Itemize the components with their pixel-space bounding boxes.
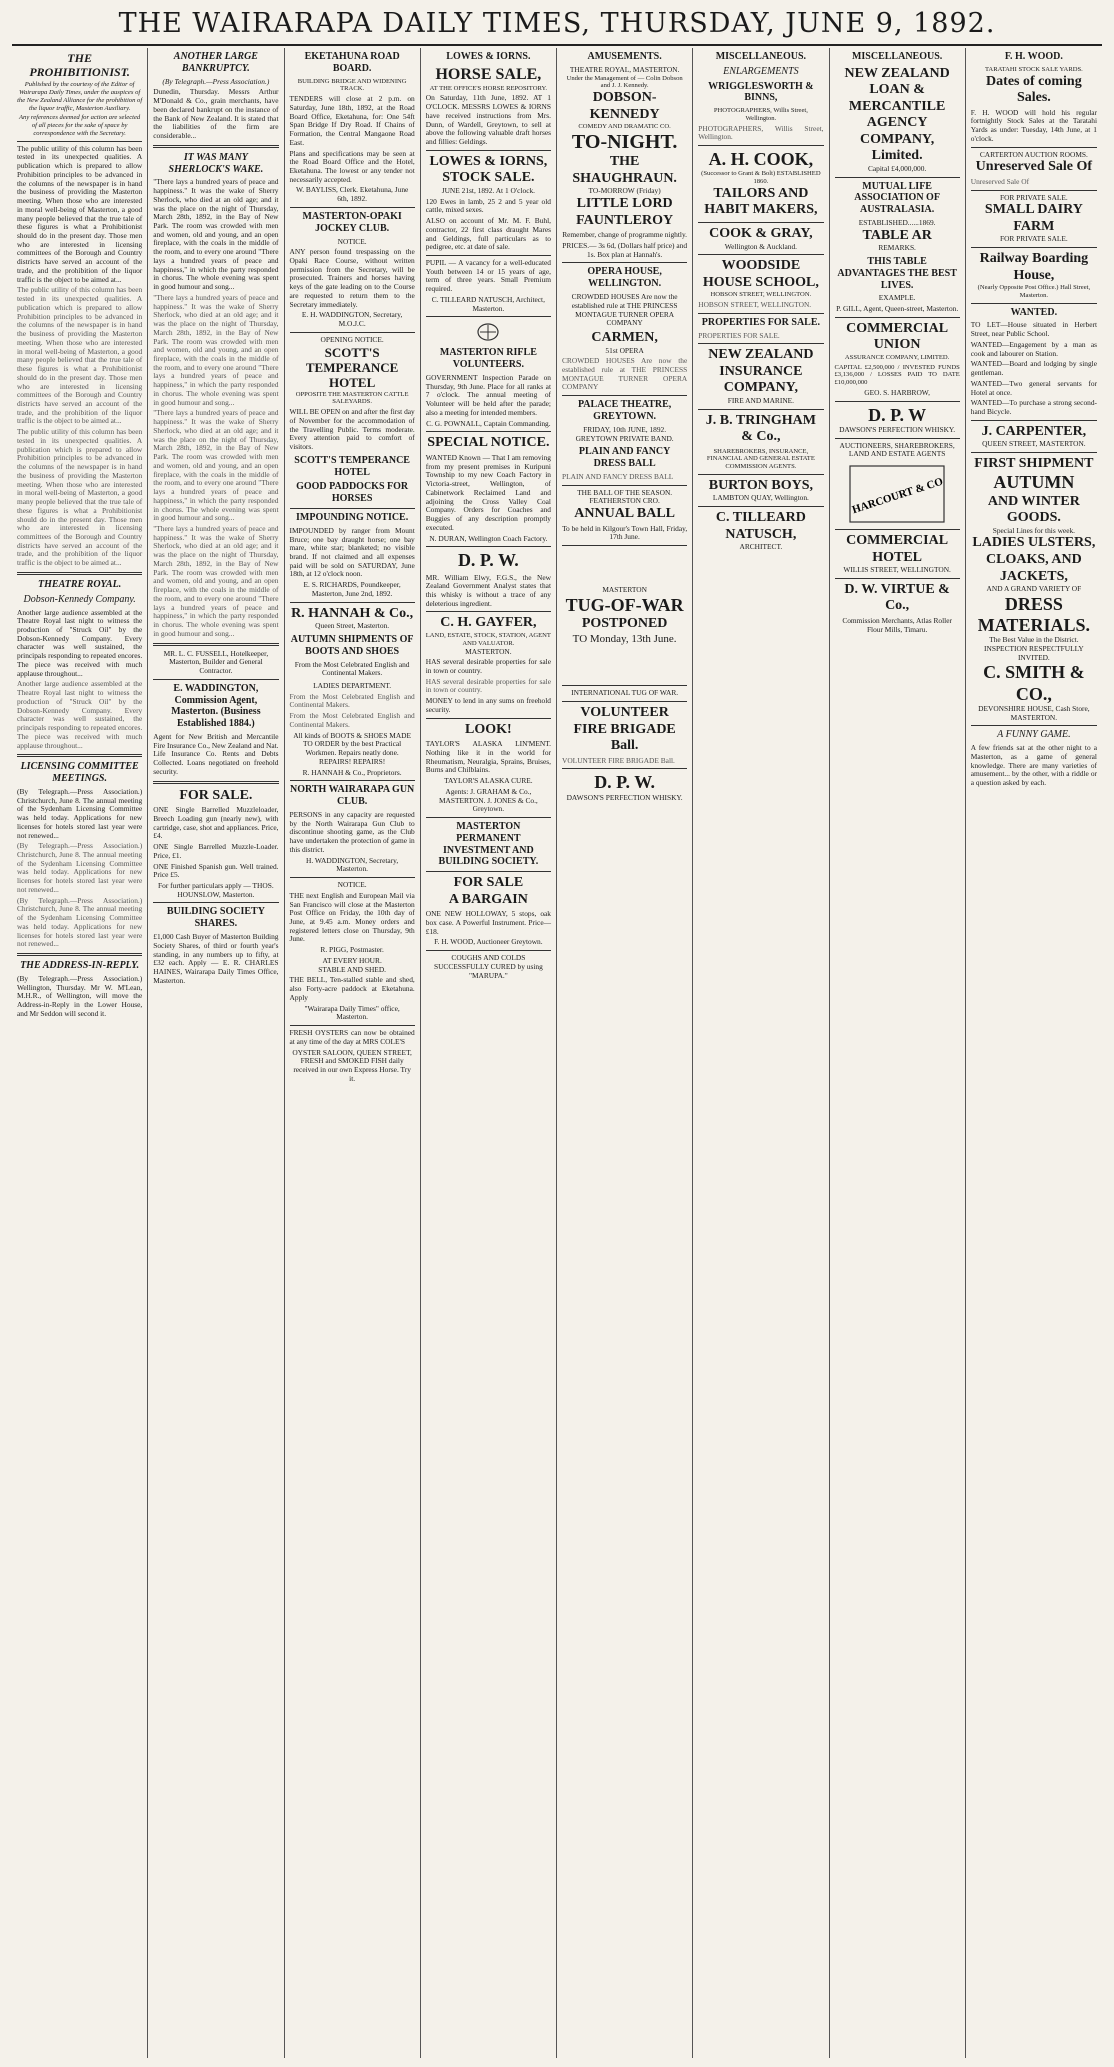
- theatre-review-body: Another large audience assembled at the Theatre Royal last night to witness the production of "Struck Oil" by the Dobson-Kennedy Company. Every character was well sustained, the principals responding to repeated encores. The piece was received with much applause throughout...: [17, 607, 143, 678]
- stable-heading: STABLE AND SHED.: [318, 964, 387, 974]
- show-1: THE SHAUGHRAUN.: [572, 154, 677, 186]
- wanted-item-2: WANTED—Engagement by a man as cook and labourer on Station.: [970, 339, 1097, 358]
- dates-coming-sales: Dates of coming Sales.: [986, 73, 1082, 106]
- nz-loan-title: NEW ZEALAND LOAN & MERCANTILE AGENCY COMPANY, Limited.: [844, 65, 950, 164]
- for-private-sale: FOR PRIVATE SALE.: [999, 192, 1068, 202]
- sherlock-heading: IT WAS MANY SHERLOCK'S WAKE.: [168, 151, 264, 175]
- sale-item-2: ONE Single Barrelled Muzzle-Loader. Price, £1.: [153, 842, 279, 860]
- divider: [971, 725, 1097, 726]
- masterton-label: MASTERTON: [602, 585, 647, 595]
- enlargements: ENLARGEMENTS: [723, 65, 799, 77]
- advantages: THIS TABLE ADVANTAGES THE BEST LIVES.: [837, 256, 957, 291]
- dairy-farm: SMALL DAIRY FARM: [984, 202, 1083, 234]
- special-notice-body: WANTED Known — That I am removing from my present premises in Kuripuni Township to my new Coach Factory in Victoria-street, Wellington, of Cabinetwork Reclaimed Land and adjoining the Cross Valley Coal Company. Orders for Coaches and Buggies of any description promptly executed.: [425, 452, 551, 532]
- for-sale-heading: FOR SALE.: [179, 787, 253, 803]
- theatre-review-cont: Another large audience assembled at the Theatre Royal last night to witness the production of "Struck Oil" by the Dobson-Kennedy Company. Every character was well sustained, the principals responding to repeated encores. The piece was received with much applause throughout...: [17, 679, 143, 750]
- divider: [971, 303, 1097, 304]
- opera-details: CROWDED HOUSES Are now the established rule at THE PRINCESS MONTAGUE TURNER OPERA COMPANY: [562, 356, 688, 392]
- scotts-body: WILL BE OPEN on and after the first day of November for the accommodation of the Travelling Public. Terms moderate. Every attention paid to comfort of visitors.: [289, 407, 415, 452]
- bankruptcy-body: Dunedin, Thursday. Messrs Arthur M'Donald & Co., grain merchants, have been declared bankrupt on the instance of the Bank of New Zealand. It is stated that the liabilities of the firm are considerable...: [153, 87, 279, 140]
- dairy-sub: FOR PRIVATE SALE.: [999, 234, 1068, 244]
- gayfer-body-cont: HAS several desirable properties for sale in town or country.: [425, 676, 551, 695]
- plain-fancy-dress-ball: PLAIN AND FANCY DRESS BALL: [578, 446, 671, 470]
- postponed-label: POSTPONED: [581, 615, 668, 631]
- dw-virtue-title: D. W. VIRTUE & Co.,: [844, 581, 950, 614]
- opera-house-sub: CROWDED HOUSES Are now the established rule at THE PRINCESS MONTAGUE TURNER OPERA COMPANY: [571, 292, 678, 328]
- carterton-rooms: CARTERTON AUCTION ROOMS.: [979, 149, 1088, 159]
- burton-title: BURTON BOYS,: [708, 477, 814, 493]
- divider: [835, 177, 960, 178]
- commercial-union-caps: CAPITAL £2,500,000 / INVESTED FUNDS £3,136,000 / LOSSES PAID TO DATE £10,000,000: [834, 363, 960, 387]
- divider: [698, 506, 823, 507]
- good-paddocks: GOOD PADDOCKS FOR HORSES: [296, 481, 409, 505]
- taylor-cure: TAYLOR'S ALASKA CURE.: [444, 776, 533, 786]
- sherlock-body-cont: "There lays a hundred years of peace and happiness." It was the wake of Sherry Sherlock, who died at an old age; and it was the place on the night of Thursday, March 28th, 1892, in the Bay of New Park. The room was crowded with men and women, old and young, and an open fireplace, with the coals in the middle of the room, and to every one around "There lays a hundred years of peace and happiness," in which the party responded in chorus. The whole evening was spent in good humour and song...: [153, 292, 279, 407]
- hannah-title: R. HANNAH & Co.,: [291, 605, 414, 621]
- gayfer-body: HAS several desirable properties for sale in town or country.: [425, 657, 551, 675]
- jockey-notice-sign: E. H. WADDINGTON, Secretary, M.O.J.C.: [301, 310, 403, 329]
- column-3: [285, 48, 421, 2058]
- column-1: [12, 48, 148, 2058]
- column-4: [421, 48, 557, 2058]
- building-society-title: MASTERTON PERMANENT INVESTMENT AND BUILDING SOCIETY.: [438, 821, 539, 868]
- gun-club-heading: NORTH WAIRARAPA GUN CLUB.: [289, 784, 415, 808]
- wrigglesworth-sub: PHOTOGRAPHERS, Willis Street, Wellington.: [713, 107, 808, 122]
- impounding-heading: IMPOUNDING NOTICE.: [296, 511, 409, 523]
- divider: [562, 262, 687, 263]
- properties-heading: PROPERTIES FOR SALE.: [701, 316, 821, 328]
- daily-times-office: "Wairarapa Daily Times" office, Masterton.: [304, 1003, 400, 1022]
- special-notice-title: SPECIAL NOTICE.: [427, 435, 550, 451]
- mutual-life-est: ESTABLISHED......1869.: [858, 218, 936, 228]
- stock-sale-body: ALSO on account of Mr. M. F. Buhl, contractor, 22 first class draught Mares and Geldings, full particulars as to pedigree, etc. at date of sale.: [425, 216, 551, 252]
- mail-notice: NOTICE.: [337, 880, 367, 890]
- pupil-sign: C. TILLEARD NATUSCH, Architect, Masterton.: [431, 294, 545, 313]
- cook-gray-title: COOK & GRAY,: [709, 225, 813, 241]
- sherlock-body-cont2: "There lays a hundred years of peace and happiness." It was the wake of Sherry Sherlock, who died at an old age; and it was the place on the night of Thursday, March 28th, 1892, in the Bay of New Park. The room was crowded with men and women, old and young, and an open fireplace, with the coals in the middle of the room, and to every one around "There lays a hundred years of peace and happiness," in which the party responded in chorus. The whole evening was spent in good humour and song...: [153, 408, 279, 523]
- stock-sale-title: LOWES & IORNS, STOCK SALE.: [429, 153, 548, 186]
- cook-title: A. H. COOK,: [708, 149, 814, 170]
- licensing-body-cont2: (By Telegraph.—Press Association.) Christchurch, June 8. The annual meeting of the Sydenham Licensing Committee was held today. Applications for new licenses for hotels stored last year were not renewed...: [17, 895, 143, 949]
- divider: [698, 343, 823, 344]
- tug-date: TO Monday, 13th June.: [572, 632, 677, 645]
- gayfer-title: C. H. GAYFER,: [440, 615, 537, 631]
- divider: [426, 950, 551, 951]
- impounding-sign: E. S. RICHARDS, Poundkeeper, Masterton, June 2nd, 1892.: [303, 580, 401, 598]
- tonight-title: TO-NIGHT.: [571, 130, 678, 153]
- divider: [426, 255, 551, 256]
- divider: [290, 780, 415, 781]
- licensing-body: (By Telegraph.—Press Association.) Christchurch, June 8. The annual meeting of the Sydenham Licensing Committee was held today. Applications for new licenses for hotels stored last year were not renewed...: [17, 786, 143, 840]
- divider: [17, 754, 142, 757]
- bankruptcy-subhead: (By Telegraph.—Press Association.): [162, 76, 270, 86]
- divider: [426, 871, 551, 872]
- tug-of-war-title: TUG-OF-WAR: [565, 594, 684, 615]
- misc-heading-2: MISCELLANEOUS.: [851, 51, 943, 62]
- carpenter-title: J. CARPENTER,: [981, 423, 1087, 439]
- events-line: AT EVERY HOUR.: [322, 955, 382, 965]
- smith-title: C. SMITH & CO.,: [983, 662, 1085, 704]
- divider: [835, 438, 960, 439]
- divider: [153, 781, 278, 784]
- harbrow: GEO. S. HARBROW,: [864, 387, 930, 397]
- divider: [971, 190, 1097, 191]
- divider: [698, 145, 823, 146]
- unreserved-sale: Unreserved Sale Of: [975, 159, 1093, 175]
- harcourt-stamp-text: HARCOURT & CO: [850, 475, 945, 517]
- lowes-heading: LOWES & IORNS.: [446, 51, 531, 62]
- pupil-ad: PUPIL — A vacancy for a well-educated Youth between 14 or 15 years of age, term of three years. Small Premium required.: [425, 258, 551, 294]
- eketahuna-plans: Plans and specifications may be seen at the Road Board Office and the Hotel, Eketahuna. The lowest or any tender not necessarily accepted.: [289, 148, 415, 184]
- rifle-volunteers-heading: MASTERTON RIFLE VOLUNTEERS.: [439, 347, 537, 371]
- funny-game-body: A few friends sat at the other night to a Masterton, as a game of general knowledge. There are many varieties of amusement... by the other, with a riddle or a question asked by each.: [970, 743, 1097, 788]
- carmen-title: CARMEN,: [591, 329, 658, 345]
- nz-insurance-title: NEW ZEALAND INSURANCE COMPANY,: [708, 347, 814, 396]
- wrigglesworth-body: PHOTOGRAPHERS, Willis Street, Wellington.: [698, 123, 824, 142]
- rifle-sign: C. G. POWNALL, Captain Commanding.: [426, 418, 551, 428]
- divider: [290, 207, 415, 208]
- look-title: LOOK!: [465, 721, 512, 737]
- unreserved-details: Unreserved Sale Of: [970, 176, 1030, 186]
- company-sub: COMEDY AND DRAMATIC CO.: [578, 123, 671, 131]
- wanted-item-5: WANTED—To purchase a strong second-hand Bicycle.: [970, 398, 1097, 416]
- wood-body: F. H. WOOD will hold his regular fortnightly Stock Sales at the Taratahi Yards as under: Tuesday, 14th June, at 1 o'clock.: [970, 107, 1097, 143]
- impounding-body: IMPOUNDED by ranger from Mount Bruce; one bay draught horse; one bay mare, white star; blanketed; no visible brand. If not claimed and all expenses paid will be sold on SATURDAY, June 18th, at 12 o'clock noon.: [289, 525, 415, 579]
- funny-game-heading: A FUNNY GAME.: [997, 729, 1071, 741]
- divider: [562, 395, 687, 396]
- commercial-hotel-title: COMMERCIAL HOTEL: [846, 533, 949, 565]
- divider: [426, 546, 551, 547]
- hannah-sub: Queen Street, Masterton.: [315, 621, 390, 631]
- column-6: [693, 48, 829, 2058]
- annual-ball-title: ANNUAL BALL: [574, 506, 675, 522]
- prohibitionist-note: Any references deemed for action are selected of all pieces for the sake of space by correspondence with the Secretary.: [19, 114, 141, 137]
- licensing-heading: LICENSING COMMITTEE MEETINGS.: [20, 761, 139, 785]
- prohibitionist-body: The public utility of this column has been tested in its unexpected qualities. A publication which is prepared to allow Prohibition principles to be advanced in the columns of the newspaper is in hand the business of providing the Masterton meeting. When those who are interested in moral well-being of Masterton, a good many people believed that the true tale of these figures is what a Prohibitionist should do in the present day. Those men who are interested in licensing committees of the Borough and Country districts have served an account of the trade, and the prohibition of the liquor traffic is the object to be aimed at...: [17, 143, 143, 284]
- department-listing: From the Most Celebrated English and Continental Makers.: [289, 691, 415, 710]
- prohibitionist-intro: Published by the courtesy of the Editor of Wairarapa Daily Times, under the auspices of the New Zealand Alliance for the prohibition of the liquor traffic, Masterton Auxiliary.: [17, 81, 143, 112]
- divider: [290, 602, 415, 603]
- divider: [835, 578, 960, 579]
- theatre-management: Under the Management of — Colin Dobson and J. J. Kennedy.: [566, 74, 683, 90]
- sale-item-1: ONE Single Barrelled Muzzleloader, Breech Loading gun (nearly new), with cartridge, case, shot and appliances. Price, £4.: [153, 805, 279, 841]
- opening-notice: OPENING NOTICE.: [320, 334, 384, 344]
- harcourt-stamp-icon: [847, 463, 947, 525]
- divider: [698, 254, 823, 255]
- newspaper-columns: [12, 48, 1102, 2058]
- stock-sale-date: JUNE 21st, 1892. At 1 O'clock.: [441, 185, 536, 195]
- dpw-title: D. P. W.: [457, 550, 519, 571]
- woodside-body: HOBSON STREET, WELLINGTON.: [698, 300, 812, 310]
- divider: [698, 313, 823, 314]
- dw-virtue-sub: Commission Merchants, Atlas Roller Flour Mills, Timaru.: [842, 615, 952, 634]
- wanted-heading: WANTED.: [1010, 306, 1058, 318]
- jockey-club-heading: MASTERTON-OPAKI JOCKEY CLUB.: [302, 210, 402, 234]
- column-7: [830, 48, 966, 2058]
- address-heading: THE ADDRESS-IN-REPLY.: [20, 960, 140, 972]
- for-sale-title: FOR SALE: [453, 875, 524, 891]
- dpw-sub-3: DAWSON'S PERFECTION WHISKY.: [839, 424, 956, 434]
- prohibitionist-heading: THE PROHIBITIONIST.: [29, 51, 130, 80]
- department-listing-2: From the Most Celebrated English and Continental Makers.: [289, 711, 415, 729]
- divider: [290, 877, 415, 878]
- prices: PRICES.— 3s 6d, (Dollars half price) and 1s. Box plan at Hannah's.: [562, 240, 688, 259]
- commercial-hotel-sub: WILLIS STREET, WELLINGTON.: [843, 565, 951, 575]
- column-5: [557, 48, 693, 2058]
- table-ar: TABLE AR: [862, 227, 932, 243]
- masthead-rule: [12, 44, 1102, 46]
- scotts-title-2: SCOTT'S TEMPERANCE HOTEL: [294, 454, 410, 478]
- divider: [835, 529, 960, 530]
- divider: [971, 420, 1097, 421]
- sale-item-3: ONE Finished Spanish gun. Well trained. Price £5.: [153, 861, 279, 880]
- horse-sale-body: On Saturday, 11th June, 1892. AT 1 O'CLOCK. MESSRS LOWES & IORNS have received instructions from Mrs. Dunn, of Wardell, Greytown, to sell at above the following valuable draft horses and fillies: Geldings.: [425, 93, 551, 147]
- waddington-body: Agent for New British and Mercantile Fire Insurance Co., New Zealand and Nat. Life Insurance Co. Rents and Debts Collected. Loans negotiated on freehold security.: [153, 731, 279, 776]
- bell-body: THE BELL, Ten-stalled stable and shed, also Forty-acre paddock at Eketahuna. Apply: [289, 975, 415, 1002]
- tailors-title: TAILORS AND HABIT MAKERS,: [704, 185, 818, 218]
- amusements-heading: AMUSEMENTS.: [587, 51, 662, 62]
- divider: [153, 145, 278, 148]
- fussell-ad: MR. L. C. FUSSELL, Hotelkeeper, Masterton, Builder and General Contractor.: [163, 648, 269, 675]
- wanted-item-1: TO LET—House situated in Herbert Street, near Public School.: [970, 320, 1097, 339]
- fifty-first-opera: 51st OPERA: [605, 345, 644, 355]
- divider: [698, 222, 823, 223]
- building-society-heading: BUILDING SOCIETY SHARES.: [166, 906, 265, 930]
- crest-icon: [470, 320, 506, 344]
- wanted-item-3: WANTED—Board and lodging by single gentleman.: [970, 359, 1097, 378]
- waddington-ad: E. WADDINGTON, Commission Agent, Masterton. (Business Established 1884.): [171, 682, 261, 730]
- divider: [17, 953, 142, 956]
- dpw-sub: DAWSON'S PERFECTION WHISKY.: [566, 792, 683, 802]
- divider: [562, 685, 687, 686]
- bargain-body: ONE NEW HOLLOWAY, 5 stops, oak box case. A Powerful Instrument. Price—£18.: [425, 909, 551, 936]
- palace-theatre-title: PALACE THEATRE, GREYTOWN.: [577, 399, 672, 422]
- commercial-union-sub: ASSURANCE COMPANY, LIMITED.: [844, 353, 950, 361]
- hannah-sign: R. HANNAH & Co., Proprietors.: [302, 767, 402, 777]
- natusch-title: C. TILLEARD NATUSCH,: [715, 510, 806, 542]
- mail-notice-body: THE next English and European Mail via San Francisco will close at the Masterton Post Office on Friday, the 10th day of June, at 9.45 a.m. Money orders and registered letters close on Thursday, 9th June.: [289, 890, 415, 944]
- show-2: LITTLE LORD FAUNTLEROY: [576, 196, 674, 228]
- divider: [17, 141, 142, 142]
- international-tug: INTERNATIONAL TUG OF WAR.: [571, 688, 679, 698]
- nz-loan-capital: Capital £4,000,000.: [867, 163, 927, 173]
- volunteer-fire-brigade-ball: VOLUNTEER FIRE BRIGADE Ball.: [573, 705, 676, 754]
- natusch-sub: ARCHITECT.: [739, 542, 783, 552]
- theatre-royal-heading: THEATRE ROYAL.: [38, 578, 122, 590]
- private-band: GREYTOWN PRIVATE BAND.: [575, 433, 674, 443]
- divider: [290, 508, 415, 509]
- divider: [835, 317, 960, 318]
- dpw-title-2: D. P. W.: [594, 772, 656, 793]
- company-name: DOBSON-KENNEDY: [589, 90, 660, 122]
- oysters-body: FRESH OYSTERS can now be obtained at any time of the day at MRS COLE'S: [289, 1028, 415, 1046]
- building-society-body: £1,000 Cash Buyer of Masterton Building Society Shares, of third or fourth year's standing, in any numbers up to fifty, at £32 each. Apply — E. R. CHARLES HAINES, Wairarapa Daily Times Office, Masterton.: [153, 932, 279, 985]
- divider: [971, 147, 1097, 148]
- divider: [426, 431, 551, 432]
- divider: [426, 718, 551, 719]
- auctioneers-title: AUCTIONEERS, SHAREBROKERS, LAND AND ESTATE AGENTS: [839, 440, 955, 459]
- address-body: (By Telegraph.—Press Association.) Wellington, Thursday. Mr W. M'Lean, M.H.R., of Wellington, will move the Address-in-Reply in the Lower House, and Mr Seddon will second it.: [17, 973, 143, 1018]
- eketahuna-body: TENDERS will close at 2 p.m. on Saturday, June 18th, 1892, at the Road Board Office, Eketahuna, for: One 54ft Span Bridge If Dry Road. If Chains of Formation, the Central Mangaone Road East.: [289, 94, 415, 147]
- divider: [153, 902, 278, 903]
- opera-house-title: OPERA HOUSE, WELLINGTON.: [587, 266, 662, 290]
- licensing-body-cont: (By Telegraph.—Press Association.) Christchurch, June 8. The annual meeting of the Sydenham Licensing Committee was held today. Applications for new licenses for hotels stored last year were not renewed...: [17, 841, 143, 894]
- eketahuna-sign: W. BAYLISS, Clerk. Eketahuna, June 6th, 1892.: [295, 185, 409, 204]
- divider: [290, 332, 415, 333]
- brigade-details: VOLUNTEER FIRE BRIGADE Ball.: [562, 755, 675, 765]
- gill-sign: P. GILL, Agent, Queen-street, Masterton.: [836, 304, 959, 314]
- burton-sub: LAMBTON QUAY, Wellington.: [712, 493, 809, 503]
- sale-yards: TARATAHI STOCK SALE YARDS.: [984, 65, 1083, 73]
- sherlock-body: "There lays a hundred years of peace and happiness." It was the wake of Sherry Sherlock, who died at an old age; and it was the place on the night of Thursday, March 28th, 1892, in the Bay of New Park. The room was crowded with men and women, old and young, and an open fireplace, with the coals in the middle of the room, and to every one around "There lays a hundred years of peace and happiness," in which the party responded in chorus. The whole evening was spent in good humour and song...: [153, 177, 279, 292]
- divider: [971, 247, 1097, 248]
- commercial-union-title: COMMERCIAL UNION: [846, 320, 949, 353]
- divider: [290, 1025, 415, 1026]
- divider: [426, 611, 551, 612]
- sale-contact: For further particulars apply — THOS. HOUNSLOW, Masterton.: [158, 880, 274, 899]
- divider: [562, 485, 687, 486]
- divider: [426, 817, 551, 818]
- sherlock-body-cont3: "There lays a hundred years of peace and happiness." It was the wake of Sherry Sherlock, who died at an old age; and it was the place on the night of Thursday, March 28th, 1892, in the Bay of New Park. The room was crowded with men and women, old and young, and an open fireplace, with the coals in the middle of the room, and to every one around "There lays a hundred years of peace and happiness," in which the party responded in chorus. The whole evening was spent in good humour and song...: [153, 523, 279, 638]
- railway-boarding: Railway Boarding House,: [979, 251, 1089, 283]
- woodside-sub: HOBSON STREET, WELLINGTON.: [710, 291, 812, 299]
- eketahuna-heading: EKETAHUNA ROAD BOARD.: [304, 51, 400, 74]
- divider: [17, 572, 142, 575]
- dpw-body: MR. William Elwy, F.G.S., the New Zealand Government Analyst states that this whisky is without a trace of any deleterious ingredient.: [425, 572, 551, 608]
- tringham-sub: SHAREBROKERS, INSURANCE, FINANCIAL AND GENERAL ESTATE COMMISSION AGENTS.: [706, 447, 815, 471]
- ulsters: LADIES ULSTERS, CLOAKS, AND JACKETS,: [972, 535, 1096, 584]
- dobson-kennedy-heading: Dobson-Kennedy Company.: [23, 593, 136, 605]
- scotts-sub: OPPOSITE THE MASTERTON CATTLE SALEYARDS.: [295, 390, 409, 406]
- divider: [971, 452, 1097, 453]
- theatre-royal-title: THEATRE ROYAL, MASTERTON.: [569, 64, 680, 74]
- divider: [562, 545, 687, 546]
- show-note: Remember, change of programme nightly.: [562, 230, 688, 240]
- masthead-title: THE WAIRARAPA DAILY TIMES, THURSDAY, JUNE 9, 1892.: [118, 8, 996, 39]
- best-value: The Best Value in the District.: [989, 635, 1079, 645]
- remarks: REMARKS.: [878, 243, 916, 253]
- gun-club-body: PERSONS in any capacity are requested by the North Wairarapa Gun Club to discontinue shooting game, as the Club have undertaken the protection of game in this district.: [289, 809, 415, 854]
- winter-goods: AND WINTER GOODS.: [987, 493, 1080, 526]
- divider: [698, 409, 823, 410]
- cook-sub: (Successor to Grant & Bolt) ESTABLISHED 1860.: [701, 170, 821, 186]
- jockey-notice-body: ANY person found trespassing on the Opaki Race Course, without written permission from the Secretary, will be prosecuted. Trainers and horses having keys of the gate leading on to the Course are requested to return them to the Secretary immediately.: [289, 247, 415, 309]
- misc-heading: MISCELLANEOUS.: [715, 51, 807, 62]
- eketahuna-subhead: BUILDING BRIDGE AND WIDENING TRACK.: [297, 77, 407, 93]
- coughs-ad: COUGHS AND COLDS SUCCESSFULLY CURED by using "MARUPA.": [433, 953, 543, 980]
- dpw-title-3: D. P. W: [868, 404, 927, 425]
- properties-body: PROPERTIES FOR SALE.: [698, 330, 780, 340]
- wanted-item-4: WANTED—Two general servants for Hotel at once.: [970, 378, 1097, 397]
- ball-of-season: THE BALL OF THE SEASON. FEATHERSTON CRO.: [577, 487, 673, 506]
- mail-notice-sign: R. PIGG, Postmaster.: [320, 945, 384, 955]
- prohibitionist-body-cont2: The public utility of this column has been tested in its unexpected qualities. A publication which is prepared to allow Prohibition principles to be advanced in the columns of the newspaper is in hand the business of providing the Masterton meeting. When those who are interested in moral well-being of Masterton, a good many people believed that the true tale of these figures is what a Prohibitionist should do in the present day. Those men who are interested in licensing committees of the Borough and Country districts have served an account of the trade, and the prohibition of the liquor traffic is the object to be aimed at...: [17, 427, 143, 568]
- divider: [426, 150, 551, 151]
- special-lines: Special Lines for this week.: [992, 525, 1076, 535]
- horse-sale-title: HORSE SALE,: [435, 65, 542, 83]
- divider: [562, 701, 687, 702]
- oysters-sub: OYSTER SALOON, QUEEN STREET, FRESH and SMOKED FISH daily received in our own Express Horse. Try it.: [292, 1047, 412, 1083]
- column-8: [966, 48, 1102, 2058]
- cook-gray-sub: Wellington & Auckland.: [724, 241, 798, 251]
- divider: [835, 401, 960, 402]
- money-to-lend: MONEY to lend in any sums on freehold security.: [425, 696, 551, 714]
- mutual-life-title: MUTUAL LIFE ASSOCIATION OF AUSTRALASIA.: [854, 180, 940, 216]
- scotts-title: SCOTT'S TEMPERANCE HOTEL: [305, 344, 399, 391]
- dress-materials: DRESS MATERIALS.: [977, 593, 1090, 635]
- inspection: INSPECTION RESPECTFULLY INVITED.: [984, 643, 1084, 662]
- rifle-body: GOVERNMENT Inspection Parade on Thursday, 9th June. Place for all ranks at 7 o'clock. The annual meeting of Volunteer will be held after the parade; also a meeting for intended members.: [425, 373, 551, 417]
- palace-date: FRIDAY, 10th JUNE, 1892.: [583, 424, 667, 434]
- gun-club-sign: H. WADDINGTON, Secretary, Masterton.: [306, 855, 399, 874]
- nz-insurance-sub: FIRE AND MARINE.: [727, 395, 795, 405]
- divider: [426, 316, 551, 317]
- tringham-title: J. B. TRINGHAM & Co.,: [705, 412, 816, 445]
- prohibitionist-body-cont: The public utility of this column has been tested in its unexpected qualities. A publication which is prepared to allow Prohibition principles to be advanced in the columns of the newspaper is in hand the business of providing the Masterton meeting. When those who are interested in moral well-being of Masterton, a good many people believed that the true tale of these figures is what a Prohibitionist should do in the present day. Those men who are interested in licensing committees of the Borough and Country districts have served an account of the trade, and the prohibition of the liquor traffic is the object to be aimed at...: [17, 285, 143, 426]
- horse-sale-sub: AT THE OFFICE'S HORSE REPOSITORY.: [429, 84, 548, 92]
- ball-details: PLAIN AND FANCY DRESS BALL: [562, 471, 674, 481]
- divider: [698, 474, 823, 475]
- show-1-sub: TO-MORROW (Friday): [588, 186, 661, 196]
- first-shipment: FIRST SHIPMENT: [974, 455, 1094, 471]
- annual-ball-body: To be held in Kilgour's Town Hall, Friday, 17th June.: [562, 523, 688, 542]
- look-body: TAYLOR'S ALASKA LIN'MENT. Nothing like it in the world for Rheumatism, Neuralgia, Sprains, Bruises, Burns and Chilblains.: [425, 739, 551, 775]
- grand-variety: AND A GRAND VARIETY OF: [986, 584, 1082, 594]
- example: EXAMPLE.: [878, 293, 916, 303]
- autumn-shipments: AUTUMN SHIPMENTS OF BOOTS AND SHOES: [290, 633, 414, 657]
- autumn-sub: From the Most Celebrated English and Continental Makers.: [294, 659, 410, 678]
- gayfer-sub: LAND, ESTATE, STOCK, STATION, AGENT AND VALUATOR.: [425, 631, 551, 647]
- carpenter-sub: QUEEN STREET, MASTERTON.: [982, 439, 1086, 449]
- column-2: [148, 48, 284, 2058]
- railway-sub: (Nearly Opposite Post Office.) Hall Street, Masterton.: [977, 284, 1091, 299]
- stock-sale-items: 120 Ewes in lamb, 25 2 and 5 year old cattle, mixed sexes.: [425, 196, 551, 215]
- divider: [153, 643, 278, 646]
- hannah-repairs: All kinds of BOOTS & SHOES MADE TO ORDER by the best Practical Workmen. Repairs neatly done. REPAIRS! REPAIRS!: [293, 730, 412, 766]
- special-notice-sign: N. DURAN, Wellington Coach Factory.: [429, 533, 548, 543]
- autumn-title: AUTUMN: [993, 472, 1075, 493]
- woodside-title: WOODSIDE HOUSE SCHOOL,: [702, 258, 819, 290]
- wood-heading: F. H. WOOD.: [1004, 51, 1063, 62]
- smith-sub: DEVONSHIRE HOUSE, Cash Store, MASTERTON.: [978, 703, 1090, 722]
- wrigglesworth: WRIGGLESWORTH & BINNS,: [708, 80, 814, 104]
- gayfer-town: MASTERTON.: [465, 646, 512, 656]
- divider: [562, 768, 687, 769]
- bankruptcy-heading: ANOTHER LARGE BANKRUPTCY.: [173, 51, 258, 74]
- jockey-notice-label: NOTICE.: [337, 236, 367, 246]
- ladies-department: LADIES DEPARTMENT.: [313, 680, 392, 690]
- bargain-sign: F. H. WOOD, Auctioneer Greytown.: [434, 937, 543, 947]
- divider: [153, 679, 278, 680]
- taylor-agents: Agents: J. GRAHAM & Co., MASTERTON. J. JONES & Co., Greytown.: [438, 786, 538, 814]
- bargain-title: A BARGAIN: [448, 891, 528, 907]
